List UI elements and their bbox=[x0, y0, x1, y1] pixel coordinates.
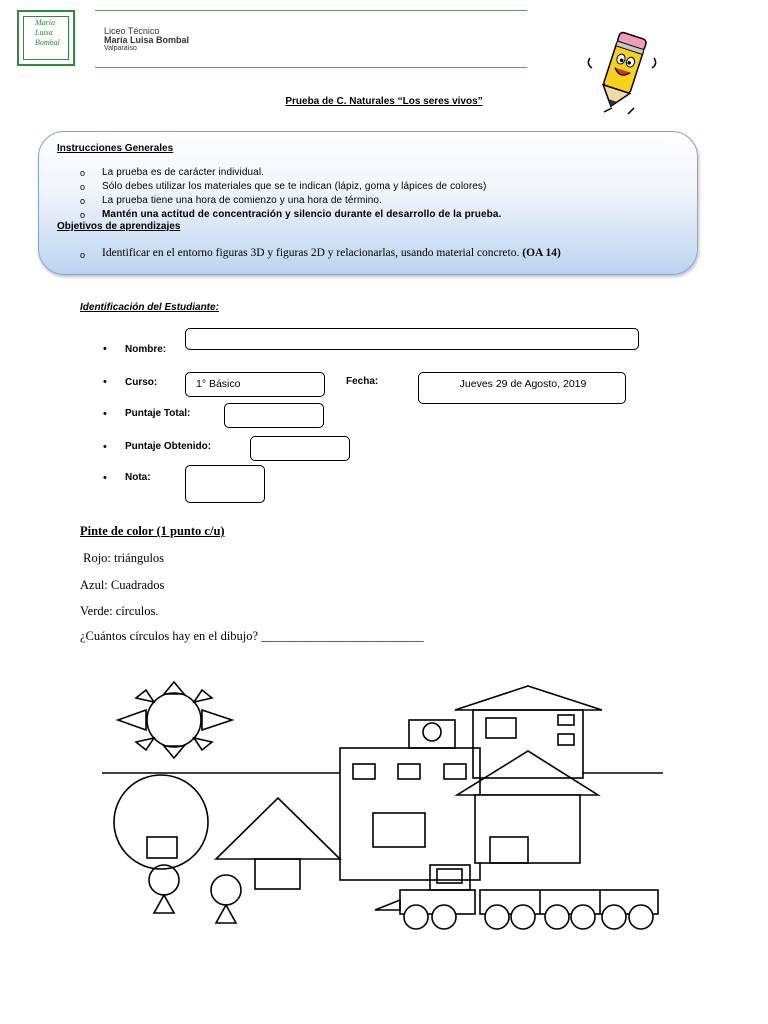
course-field[interactable] bbox=[185, 372, 325, 397]
school-logo bbox=[17, 10, 75, 66]
circle-count-question: ¿Cuántos círculos hay en el dibujo? __________________________ bbox=[80, 629, 424, 643]
tower-shape bbox=[455, 686, 602, 778]
objective-text: Identificar en el entorno figuras 3D y figuras 2D y relacionarlas, usando material concreto. (OA 14) bbox=[102, 247, 561, 259]
date-value: Jueves 29 de Agosto, 2019 bbox=[459, 378, 587, 390]
objectives-heading: Objetivos de aprendizajes bbox=[57, 221, 181, 232]
list-bullet: • bbox=[103, 376, 107, 388]
course-label: Curso: bbox=[125, 377, 158, 388]
name-field[interactable] bbox=[185, 328, 639, 350]
person-shape bbox=[149, 865, 179, 913]
train-shape bbox=[375, 865, 658, 929]
house-shape bbox=[457, 751, 598, 863]
sun-shape bbox=[118, 682, 232, 758]
list-bullet: • bbox=[103, 472, 107, 484]
name-label: Nombre: bbox=[125, 344, 167, 355]
obtained-score-label: Puntaje Obtenido: bbox=[125, 441, 212, 452]
shapes-drawing[interactable] bbox=[0, 660, 768, 940]
logo-text: María Luisa Bombal bbox=[35, 18, 60, 47]
instruction-item: La prueba tiene una hora de comienzo y una hora de término. bbox=[102, 195, 382, 206]
color-instruction-red: Rojo: triángulos bbox=[80, 551, 165, 565]
school-name: María Luisa Bombal bbox=[104, 35, 190, 45]
list-bullet: o bbox=[80, 250, 86, 260]
date-label: Fecha: bbox=[346, 376, 379, 387]
color-instruction-green: Verde: círculos. bbox=[80, 604, 159, 618]
activity-heading: Pinte de color (1 punto c/u) bbox=[80, 524, 225, 538]
school-city: Valparaíso bbox=[104, 45, 137, 52]
list-bullet: o bbox=[80, 182, 86, 192]
course-value: 1° Básico bbox=[196, 378, 241, 390]
total-score-label: Puntaje Total: bbox=[125, 408, 191, 419]
list-bullet: • bbox=[103, 408, 107, 420]
instructions-heading: Instrucciones Generales bbox=[57, 143, 174, 154]
grade-field[interactable] bbox=[185, 465, 265, 503]
date-field[interactable] bbox=[418, 372, 626, 404]
list-bullet: • bbox=[103, 441, 107, 453]
person-shape bbox=[211, 875, 241, 923]
header-top-line bbox=[95, 10, 527, 11]
total-score-field[interactable] bbox=[224, 403, 324, 428]
objective-code: (OA 14) bbox=[522, 247, 561, 259]
list-bullet: o bbox=[80, 210, 86, 220]
instruction-item: Sólo debes utilizar los materiales que se te indican (lápiz, goma y lápices de colores) bbox=[102, 181, 487, 192]
obtained-score-field[interactable] bbox=[250, 436, 350, 461]
school-type: Liceo Técnico bbox=[104, 26, 160, 36]
list-bullet: o bbox=[80, 168, 86, 178]
page-title: Prueba de C. Naturales “Los seres vivos” bbox=[285, 96, 483, 107]
list-bullet: • bbox=[103, 343, 107, 355]
tree-shape bbox=[114, 775, 208, 869]
student-id-heading: Identificación del Estudiante: bbox=[80, 302, 219, 313]
triangle-tree-shape bbox=[216, 798, 340, 889]
instruction-item: Mantén una actitud de concentración y silencio durante el desarrollo de la prueba. bbox=[102, 209, 502, 220]
header-bottom-line bbox=[95, 67, 527, 68]
grade-label: Nota: bbox=[125, 472, 151, 483]
instruction-item: La prueba es de carácter individual. bbox=[102, 167, 265, 178]
list-bullet: o bbox=[80, 196, 86, 206]
color-instruction-blue: Azul: Cuadrados bbox=[80, 578, 165, 592]
building-shape bbox=[340, 720, 480, 880]
